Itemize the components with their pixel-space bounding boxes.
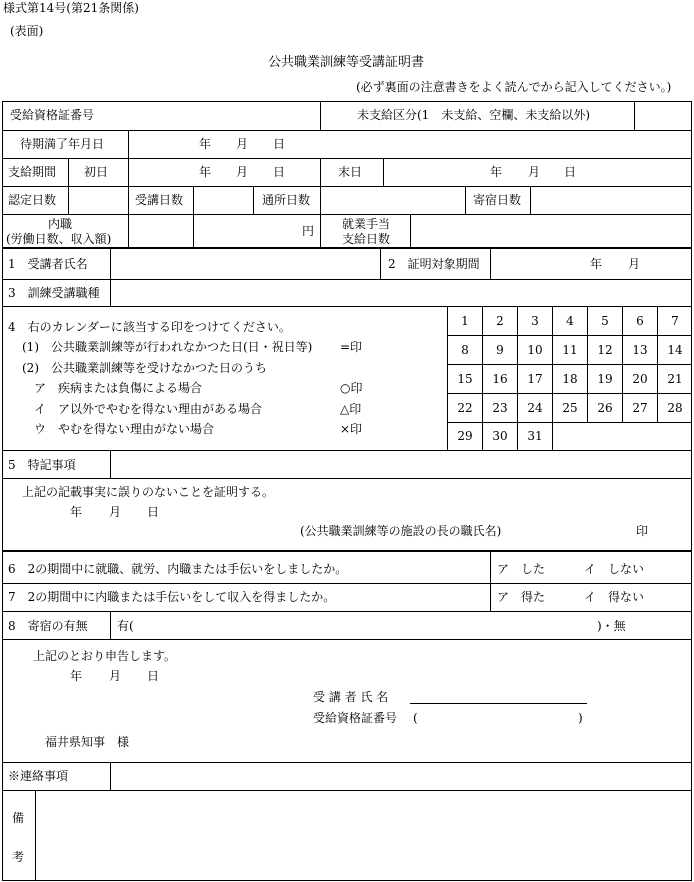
contact-label: ※連絡事項 — [8, 769, 69, 783]
instruction-1: (1) 公共職業訓練等が行われなかつた日(日・祝日等) — [22, 340, 313, 354]
trainee-name-label: 1 受講者氏名 — [8, 257, 88, 271]
last-day-label: 末日 — [338, 165, 363, 179]
dorm-label: 8 寄宿の有無 — [8, 619, 88, 633]
mark-equal: =印 — [340, 340, 363, 354]
calendar-day[interactable]: 16 — [492, 372, 508, 386]
cert-year: 年 — [70, 505, 83, 519]
addressee: 福井県知事 様 — [45, 735, 130, 749]
calendar-day[interactable]: 7 — [671, 314, 679, 328]
declaration-text: 上記のとおり申告します。 — [33, 649, 177, 663]
calendar-day[interactable]: 9 — [496, 343, 504, 357]
calendar-day[interactable]: 31 — [527, 429, 543, 443]
calendar-day[interactable]: 1 — [461, 314, 469, 328]
answer-7-yes[interactable]: ア 得た — [497, 590, 546, 604]
question-6: 6 2の期間中に就職、就労、内職または手伝いをしましたか。 — [8, 562, 348, 576]
mark-triangle: △印 — [340, 402, 362, 416]
calendar-day[interactable]: 25 — [562, 401, 578, 415]
first-day: 日 — [273, 165, 286, 179]
waiting-month: 月 — [236, 137, 249, 151]
calendar-day[interactable]: 23 — [492, 401, 508, 415]
calendar-day[interactable]: 19 — [597, 372, 613, 386]
calendar-day[interactable]: 8 — [461, 343, 469, 357]
calendar-day[interactable]: 21 — [667, 372, 683, 386]
calendar-day[interactable]: 27 — [632, 401, 648, 415]
yen-unit: 円 — [302, 224, 315, 238]
employment-allowance-label: 就業手当 — [342, 217, 391, 231]
first-year: 年 — [199, 165, 212, 179]
official-seal: 印 — [636, 524, 649, 538]
cert-month: 月 — [109, 505, 122, 519]
remarks-char-1: 備 — [12, 811, 25, 825]
form-title: 公共職業訓練等受講証明書 — [268, 55, 425, 70]
calendar-day[interactable]: 12 — [597, 343, 613, 357]
mark-circle: ○印 — [340, 381, 363, 395]
dorm-no[interactable]: )・無 — [597, 619, 626, 633]
special-notes-label: 5 特記事項 — [8, 458, 76, 472]
first-day-label: 初日 — [84, 165, 109, 179]
side-label: (表面) — [10, 24, 44, 38]
employment-days-label: 支給日数 — [342, 232, 391, 246]
mark-cross: ×印 — [340, 422, 363, 436]
answer-6-no[interactable]: イ しない — [584, 562, 645, 576]
calendar-day[interactable]: 17 — [527, 372, 543, 386]
calendar-instruction: 4 右のカレンダーに該当する印をつけてください。 — [8, 320, 291, 334]
answer-6-yes[interactable]: ア した — [497, 562, 546, 576]
unpaid-category-label: 未支給区分(1 未支給、空欄、未支給以外) — [357, 108, 590, 122]
period-year: 年 — [590, 257, 603, 271]
waiting-day: 日 — [273, 137, 286, 151]
instruction-note: (必ず裏面の注意書きをよく読んでから記入してください。) — [356, 80, 672, 94]
calendar-day[interactable]: 11 — [562, 343, 578, 357]
calendar-day[interactable]: 13 — [632, 343, 648, 357]
commute-days-label: 通所日数 — [262, 193, 311, 207]
dorm-days-label: 寄宿日数 — [473, 193, 522, 207]
certification-statement: 上記の記載事実に誤りのないことを証明する。 — [22, 485, 275, 499]
calendar-day[interactable]: 29 — [457, 429, 473, 443]
waiting-period-label: 待期満了年月日 — [20, 137, 105, 151]
signature-line[interactable] — [410, 703, 587, 704]
last-year: 年 — [490, 165, 503, 179]
calendar-day[interactable]: 30 — [492, 429, 508, 443]
last-month: 月 — [528, 165, 541, 179]
calendar-day[interactable]: 24 — [527, 401, 543, 415]
waiting-year: 年 — [199, 137, 212, 151]
period-label: 2 証明対象期間 — [388, 257, 480, 271]
remarks-char-2: 考 — [12, 850, 25, 864]
dorm-yes[interactable]: 有( — [117, 619, 134, 633]
instruction-2b: イ ア以外でやむを得ない理由がある場合 — [34, 402, 263, 416]
cert-open-paren: ( — [413, 711, 418, 725]
calendar-day[interactable]: 10 — [527, 343, 543, 357]
instruction-2: (2) 公共職業訓練等を受けなかつた日のうち — [22, 361, 267, 375]
period-month: 月 — [628, 257, 641, 271]
official-name-label: (公共職業訓練等の施設の長の職氏名) — [300, 524, 502, 538]
calendar-day[interactable]: 4 — [566, 314, 574, 328]
attended-days-label: 受講日数 — [135, 193, 184, 207]
declaration-cert-label: 受給資格証番号 — [313, 711, 398, 725]
question-7: 7 2の期間中に内職または手伝いをして収入を得ましたか。 — [8, 590, 336, 604]
payment-period-label: 支給期間 — [8, 165, 57, 179]
calendar-day[interactable]: 22 — [457, 401, 473, 415]
certified-days-label: 認定日数 — [8, 193, 57, 207]
calendar-day[interactable]: 5 — [601, 314, 609, 328]
form-number: 様式第14号(第21条関係) — [3, 1, 139, 15]
cert-day: 日 — [147, 505, 160, 519]
calendar-day[interactable]: 15 — [457, 372, 473, 386]
calendar-day[interactable]: 6 — [636, 314, 644, 328]
calendar-day[interactable]: 2 — [496, 314, 504, 328]
instruction-2a: ア 疾病または負傷による場合 — [34, 381, 203, 395]
calendar-day[interactable]: 28 — [667, 401, 683, 415]
declaration-day: 日 — [147, 669, 160, 683]
declaration-year: 年 — [70, 669, 83, 683]
instruction-2c: ウ やむを得ない理由がない場合 — [34, 422, 215, 436]
answer-7-no[interactable]: イ 得ない — [584, 590, 645, 604]
training-type-label: 3 訓練受講職種 — [8, 286, 100, 300]
calendar-day[interactable]: 20 — [632, 372, 648, 386]
first-month: 月 — [236, 165, 249, 179]
cert-number-label: 受給資格証番号 — [10, 108, 95, 122]
trainee-signature-label: 受 講 者 氏 名 — [313, 690, 389, 704]
calendar-day[interactable]: 18 — [562, 372, 578, 386]
calendar-day[interactable]: 26 — [597, 401, 613, 415]
last-day: 日 — [564, 165, 577, 179]
calendar-day[interactable]: 3 — [531, 314, 539, 328]
declaration-month: 月 — [109, 669, 122, 683]
side-job-sublabel: (労働日数、収入額) — [6, 232, 112, 246]
calendar-day[interactable]: 14 — [667, 343, 683, 357]
side-job-label: 内職 — [48, 217, 73, 231]
cert-close-paren: ) — [578, 711, 583, 725]
